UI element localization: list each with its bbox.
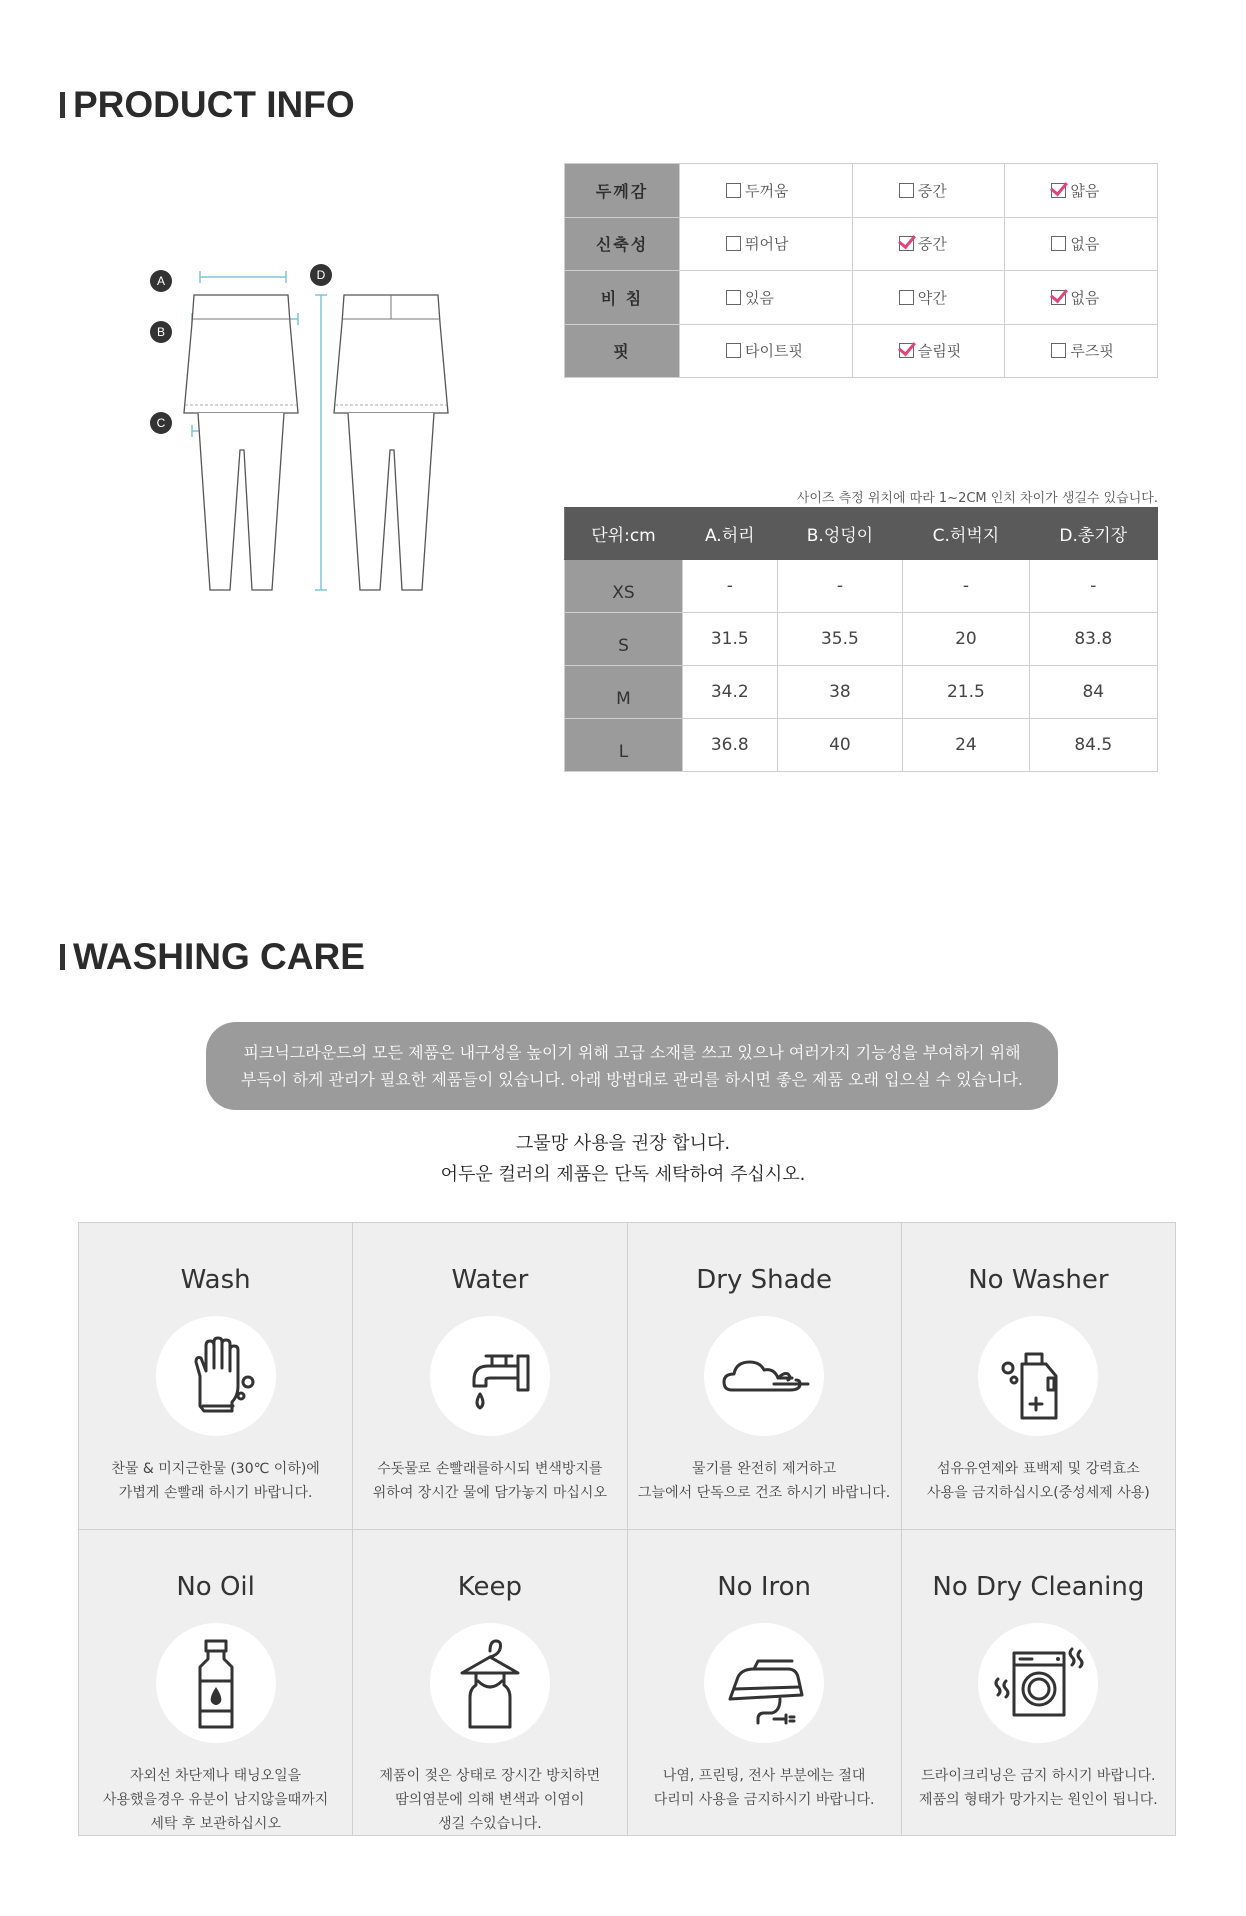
care-item-no-dry-cleaning: [902, 1530, 1175, 1836]
size-value: 21.5: [903, 666, 1029, 719]
size-row: [565, 613, 1158, 666]
care-item-description: [902, 1457, 1175, 1505]
care-item-no-washer: [902, 1223, 1175, 1529]
care-item-no-iron: [628, 1530, 901, 1836]
glove-icon: [156, 1316, 276, 1436]
diagram-label-a: A: [156, 274, 166, 288]
size-value: -: [683, 560, 778, 613]
care-description-line: 물기를 완전히 제거하고: [692, 1461, 837, 1477]
fabric-option: [680, 324, 853, 378]
care-description-line: 자외선 차단제나 태닝오일을: [130, 1767, 302, 1784]
size-table-header-row: [565, 508, 1158, 560]
notice-line: 피크닉그라운드의 모든 제품은 내구성을 높이기 위해 고급 소재를 쓰고 있으나 여러가지 기능성을 부여하기 위해: [243, 1043, 1021, 1062]
recommend-line: 어두운 컬러의 제품은 단독 세탁하여 주십시오.: [440, 1164, 806, 1185]
checkbox: [726, 183, 741, 198]
checkbox: [899, 290, 914, 305]
product-info-heading: [60, 84, 355, 126]
fabric-option: [1005, 324, 1158, 378]
label-b: [150, 321, 172, 343]
care-item-water: [353, 1223, 626, 1529]
care-description-line: 수돗물로 손빨래를하시되 변색방지를: [377, 1461, 603, 1477]
faucet-icon: [430, 1316, 550, 1436]
size-row: [565, 719, 1158, 772]
recommendation-text: [0, 1128, 1246, 1190]
fabric-option-label: 중간: [917, 181, 947, 200]
care-description-line: 드라이크리닝은 금지 하시기 바랍니다.: [921, 1767, 1156, 1784]
size-value: 36.8: [683, 719, 778, 772]
fabric-option-label: 슬림핏: [917, 342, 962, 361]
fabric-option: [1005, 164, 1158, 218]
detergent-bottle-icon: [978, 1316, 1098, 1436]
fabric-option-label: 뛰어남: [745, 235, 789, 254]
size-column-header: D.총기장: [1029, 508, 1157, 560]
fabric-row-head: 핏: [565, 324, 680, 378]
fabric-option: [1005, 217, 1158, 271]
label-a: [150, 270, 172, 292]
fabric-option-label: 중간: [917, 235, 947, 254]
fabric-row-head: 두께감: [565, 164, 680, 218]
checkbox: [726, 290, 741, 305]
care-description-line: 위하여 장시간 물에 담가놓지 마십시오: [372, 1485, 607, 1501]
care-description-line: 나염, 프린팅, 전사 부분에는 절대: [662, 1767, 866, 1784]
care-item-description: [353, 1457, 626, 1505]
size-value: 84.5: [1029, 719, 1157, 772]
size-value: 38: [777, 666, 903, 719]
hanger-icon: [430, 1623, 550, 1743]
size-value: 31.5: [683, 613, 778, 666]
fabric-properties-table: [564, 163, 1158, 378]
checked-checkbox: [1051, 290, 1066, 305]
size-label: L: [565, 719, 683, 772]
checkbox: [899, 183, 914, 198]
fabric-option-label: 있음: [745, 288, 774, 307]
fabric-option: [1005, 271, 1158, 325]
care-item-description: [353, 1764, 626, 1836]
fabric-option-label: 얇음: [1070, 181, 1100, 200]
checkbox: [1051, 343, 1066, 358]
care-description-line: 다리미 사용을 금지하시기 바랍니다.: [653, 1791, 875, 1808]
fabric-row-head: 신축성: [565, 217, 680, 271]
fabric-option-label: 루즈핏: [1070, 342, 1114, 361]
fabric-option: [852, 217, 1005, 271]
fabric-row-head: 비 침: [565, 271, 680, 325]
care-item-description: [79, 1764, 352, 1836]
heading-bar: [60, 944, 65, 970]
checked-checkbox: [899, 343, 914, 358]
size-column-header: 단위:cm: [565, 508, 683, 560]
care-item-title: No Dry Cleaning: [932, 1571, 1145, 1602]
checked-checkbox: [1051, 183, 1066, 198]
care-notice-box: [206, 1022, 1058, 1110]
cloud-wind-icon: [704, 1316, 824, 1436]
fabric-row: [565, 271, 1158, 325]
fabric-option: [852, 164, 1005, 218]
size-row: [565, 666, 1158, 719]
size-column-header: C.허벅지: [903, 508, 1029, 560]
size-label: M: [565, 666, 683, 719]
size-value: -: [777, 560, 903, 613]
size-value: 84: [1029, 666, 1157, 719]
size-label: S: [565, 613, 683, 666]
size-value: 83.8: [1029, 613, 1157, 666]
fabric-option-label: 두꺼움: [745, 181, 789, 200]
size-value: 40: [777, 719, 903, 772]
size-label: XS: [565, 560, 683, 613]
label-d: [310, 264, 332, 286]
care-item-wash: [79, 1223, 352, 1529]
size-value: -: [903, 560, 1029, 613]
care-item-description: [628, 1764, 901, 1812]
fabric-option-label: 약간: [917, 288, 947, 307]
care-instructions-grid: [78, 1222, 1176, 1836]
care-description-line: 가볍게 손빨래 하시기 바랍니다.: [118, 1485, 313, 1501]
care-description-line: 사용했을경우 유분이 남지않을때까지: [102, 1791, 329, 1808]
size-value: 35.5: [777, 613, 903, 666]
fabric-row: [565, 324, 1158, 378]
diagram-label-d: D: [316, 268, 326, 282]
fabric-option: [680, 271, 853, 325]
care-item-title: Keep: [457, 1571, 522, 1602]
size-column-header: B.엉덩이: [777, 508, 903, 560]
care-description-line: 땀의염분에 의해 변색과 이염이: [395, 1791, 585, 1808]
care-item-keep: [353, 1530, 626, 1836]
size-value: 20: [903, 613, 1029, 666]
label-c: [150, 412, 172, 434]
heading-bar: [60, 92, 65, 118]
fabric-option: [680, 217, 853, 271]
fabric-option-label: 타이트핏: [745, 342, 803, 361]
care-description-line: 그늘에서 단독으로 건조 하시기 바랍니다.: [638, 1485, 891, 1501]
diagram-label-b: B: [156, 325, 166, 339]
care-item-title: No Iron: [717, 1571, 812, 1602]
size-note: 사이즈 측정 위치에 따라 1~2CM 인치 차이가 생길수 있습니다.: [796, 491, 1158, 506]
care-item-title: Wash: [180, 1265, 251, 1295]
care-description-line: 제품이 젖은 상태로 장시간 방치하면: [379, 1767, 601, 1784]
care-item-description: [79, 1457, 352, 1505]
size-chart-table: [564, 507, 1158, 772]
care-description-line: 섬유유연제와 표백제 및 강력효소: [937, 1461, 1140, 1477]
size-value: -: [1029, 560, 1157, 613]
size-value: 34.2: [683, 666, 778, 719]
checkbox: [726, 343, 741, 358]
care-item-title: No Washer: [968, 1265, 1109, 1295]
diagram-label-c: C: [156, 416, 166, 430]
care-item-description: [902, 1764, 1175, 1812]
care-item-dry-shade: [628, 1223, 901, 1529]
fabric-row: [565, 164, 1158, 218]
care-item-title: No Oil: [176, 1571, 255, 1602]
oil-bottle-icon: [156, 1623, 276, 1743]
recommend-line: 그물망 사용을 권장 합니다.: [515, 1133, 731, 1154]
product-info-title: PRODUCT INFO: [73, 84, 355, 125]
fabric-option-label: 없음: [1070, 288, 1100, 307]
fabric-option: [680, 164, 853, 218]
care-item-no-oil: [79, 1530, 352, 1836]
iron-icon: [704, 1623, 824, 1743]
fabric-option: [852, 324, 1005, 378]
care-description-line: 찬물 & 미지근한물 (30℃ 이하)에: [111, 1461, 320, 1477]
garment-measurement-diagram: [140, 255, 470, 600]
size-value: 24: [903, 719, 1029, 772]
notice-line: 부득이 하게 관리가 필요한 제품들이 있습니다. 아래 방법대로 관리를 하시면 좋은 제품 오래 입으실 수 있습니다.: [241, 1070, 1023, 1089]
care-description-line: 세탁 후 보관하십시오: [150, 1815, 281, 1832]
care-description-line: 사용을 금지하십시오(중성세제 사용): [927, 1485, 1150, 1501]
size-row: [565, 560, 1158, 613]
fabric-row: [565, 217, 1158, 271]
fabric-option-label: 없음: [1070, 235, 1100, 254]
checkbox: [1051, 236, 1066, 251]
checkbox: [726, 236, 741, 251]
washing-machine-icon: [978, 1623, 1098, 1743]
checked-checkbox: [899, 236, 914, 251]
care-item-title: Water: [451, 1265, 529, 1295]
care-description-line: 제품의 형태가 망가지는 원인이 됩니다.: [919, 1791, 1158, 1808]
care-item-title: Dry Shade: [696, 1265, 833, 1295]
care-item-description: [628, 1457, 901, 1505]
fabric-option: [852, 271, 1005, 325]
size-column-header: A.허리: [683, 508, 778, 560]
washing-care-heading: [60, 936, 365, 978]
washing-care-title: WASHING CARE: [73, 936, 365, 977]
care-description-line: 생길 수있습니다.: [438, 1815, 542, 1832]
